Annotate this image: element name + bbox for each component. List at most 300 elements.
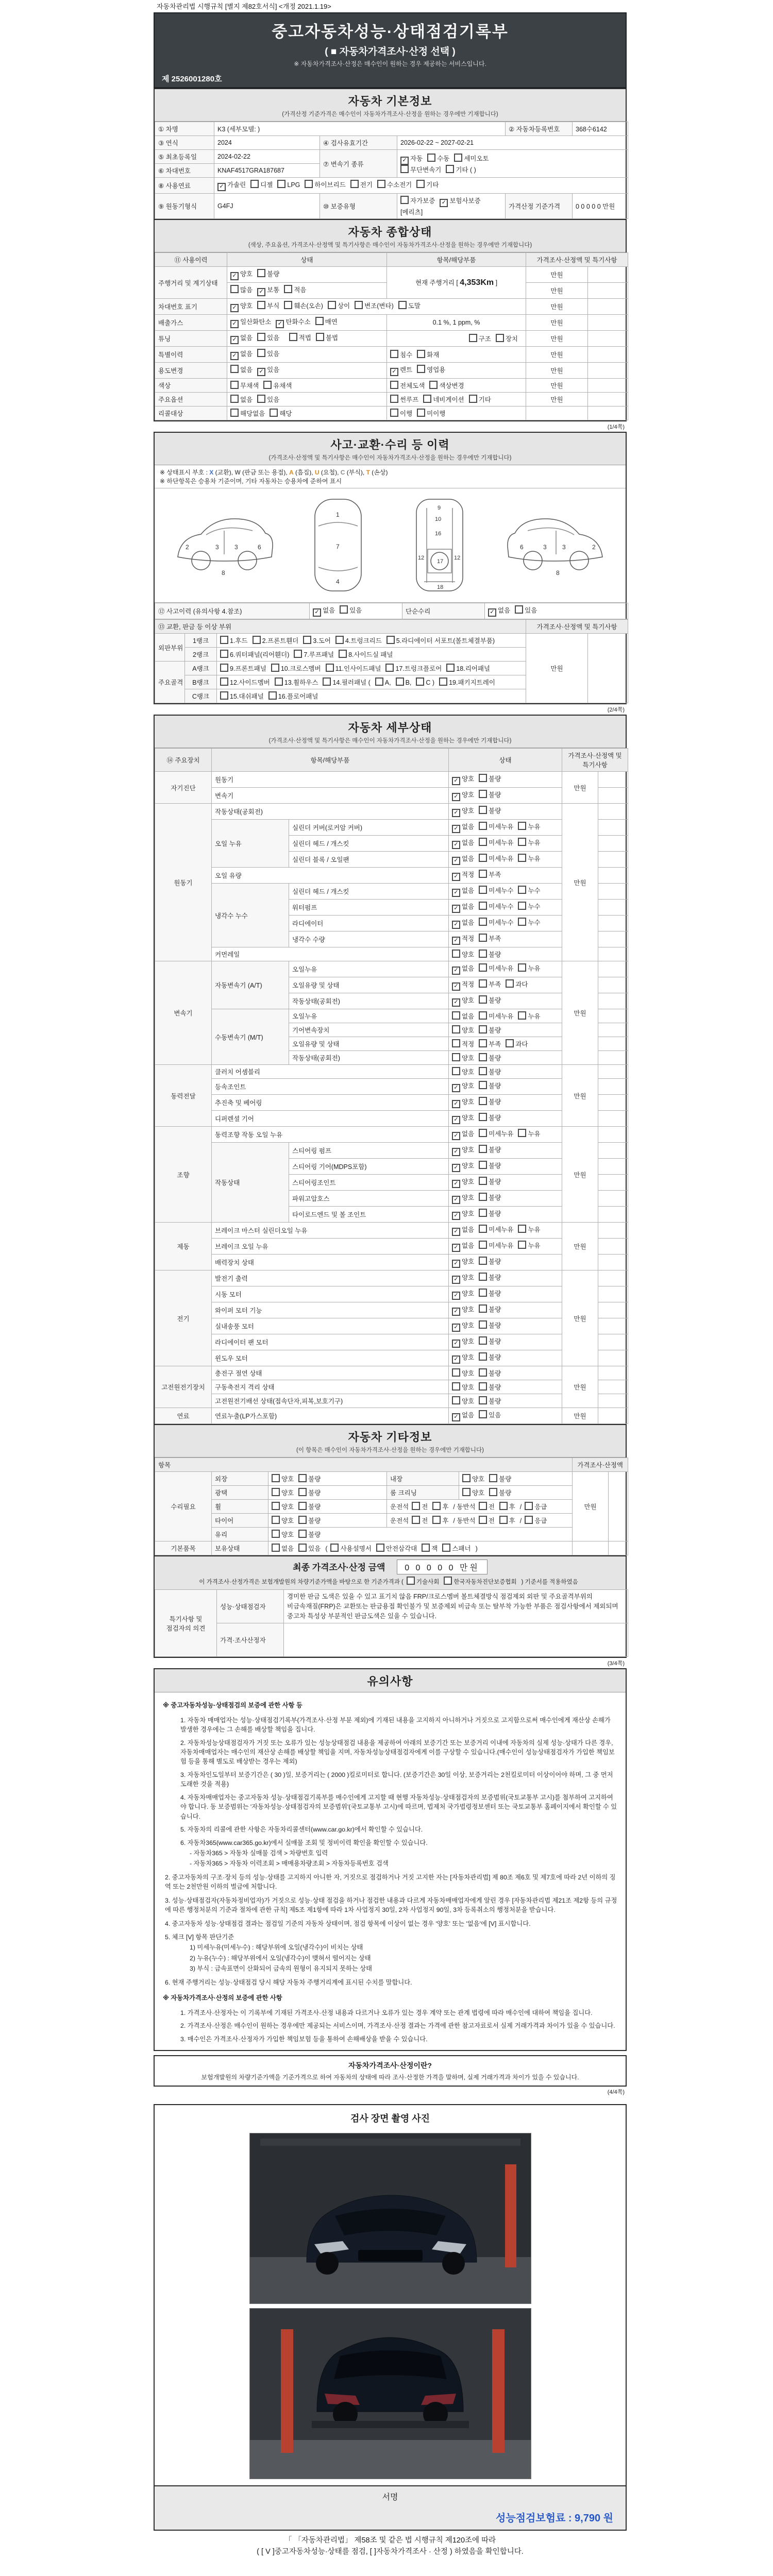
option-label: 응급 [534,1517,547,1524]
option-label: 미세누유 [489,1130,514,1138]
remark-cell [588,379,628,393]
row-label-color: 색상 [155,379,227,393]
field-label-car-name: ① 차명 [155,122,214,136]
recall-options [227,406,387,420]
device-item-label: 스티어링 펌프 [289,1143,449,1159]
checkbox-option [518,1129,540,1138]
transmission-options-line2 [400,165,625,174]
option-label: 없음 [462,965,475,972]
option-label: 불량 [489,1274,501,1281]
detail-row [155,1009,628,1023]
option-label: 양호 [240,270,253,278]
checkbox-checked-icon: ✓ [452,1084,460,1092]
device-remark-cell [598,836,628,852]
checkbox-unchecked-icon [257,395,265,403]
device-state-options [449,804,562,820]
checkbox-unchecked-icon [525,1516,533,1524]
device-item-label: 오일 유량 [212,868,449,884]
notice-item: 6. 자동차365(www.car365.go.kr)에서 실매물 조회 및 정비이력 확인을 확인할 수 있습니다. [180,1839,428,1846]
option-label: 화재 [427,351,440,359]
checkbox-option [452,918,474,929]
option-label: 없음 [462,1242,475,1249]
device-item-label: 연료누출(LP가스포함) [212,1408,449,1424]
checkbox-option [452,806,474,817]
field-value-model-year: 2024 [214,136,320,150]
checkbox-option [272,1544,294,1553]
checkbox-option [452,1241,474,1252]
checkbox-unchecked-icon [230,365,239,373]
state-code-letter: X [209,469,214,476]
row-label-emission: 배출가스 [155,315,227,331]
checkbox-option [275,677,318,687]
option-label: 누수 [528,919,541,926]
checkbox-unchecked-icon [479,1502,487,1510]
checkbox-unchecked-icon [390,350,398,358]
checkbox-option [377,180,412,189]
overall-condition-section [154,220,627,421]
exterior-options [268,1472,387,1486]
device-price-cell: 만원 [562,1127,598,1223]
device-price-cell: 만원 [562,1065,598,1127]
field-label-transmission: ⑦ 변속기 종류 [320,150,397,178]
device-item-label: 실내송풍 모터 [212,1318,449,1334]
etc-info-table [155,1458,628,1555]
device-state-options [449,1350,562,1366]
state-code-line [160,468,620,477]
device-item-label: 윈도우 모터 [212,1350,449,1366]
option-label: 미세누수 [489,903,514,910]
remark-cell [588,283,628,299]
remark-cell [588,347,628,363]
option-label: 해당 [279,410,292,417]
checkbox-unchecked-icon [479,774,487,782]
checkbox-option [432,1516,448,1525]
vin-marking-options [227,299,526,315]
main-options-items [387,393,526,406]
option-label: 수동 [437,155,450,162]
checkbox-option [390,350,412,359]
checkbox-unchecked-icon [518,1011,526,1020]
checkbox-checked-icon: ✓ [440,199,448,207]
device-remark-cell [598,1350,628,1366]
document-title: 중고자동차성능·상태점검기록부 [272,23,509,41]
checkbox-option [272,1502,294,1511]
device-group-label: 전기 [155,1270,212,1366]
option-label: 탄화수소 [285,318,311,326]
checkbox-option [230,365,253,374]
checkbox-unchecked-icon [272,1544,280,1552]
option-label: 잭 [431,1545,438,1552]
checkbox-unchecked-icon [489,1488,497,1496]
checkbox-option [289,333,311,342]
price-cell: 만원 [526,283,588,299]
option-label: 양호 [462,1258,475,1265]
option-label: 양호 [462,791,475,799]
option-label: 과다 [515,981,528,988]
device-state-options [449,1037,562,1051]
option-label: 양호 [462,1178,475,1185]
checkbox-unchecked-icon [452,1039,460,1047]
checkbox-checked-icon: ✓ [230,336,239,344]
price-cell: 만원 [526,267,588,283]
car-underbody-diagram [401,495,478,596]
checkbox-option [390,409,412,418]
wheel-label: 휠 [212,1500,268,1514]
checkbox-option [452,1177,474,1188]
option-text: ) 기준서를 적용하였음 [521,1579,578,1585]
checkbox-checked-icon: ✓ [452,777,460,785]
svg-text:16: 16 [434,531,441,537]
option-label: 적정 [462,1041,475,1048]
notice-subitem: 1) 미세누유(미세누수) : 해당부위에 오일(냉각수)이 비치는 상태 [190,1944,363,1952]
option-label: 3.도어 [313,637,331,645]
option-label: 불량 [489,1146,501,1154]
checkbox-option [416,677,434,686]
checkbox-unchecked-icon [518,1241,526,1249]
device-remark-cell [598,1302,628,1318]
device-state-options [449,977,562,993]
mileage-suffix: ] [494,279,498,286]
option-label: 양호 [462,1055,475,1062]
option-label: 상이 [337,302,350,310]
device-state-options [449,1207,562,1223]
detail-condition-title: 자동차 세부상태 [348,721,432,734]
svg-text:6: 6 [257,544,261,551]
device-state-options [449,1286,562,1302]
option-label: B, [405,679,412,686]
option-label: 양호 [462,775,475,783]
checkbox-unchecked-icon [277,180,285,188]
checkbox-option [479,1193,501,1202]
device-state-options [449,1079,562,1095]
checkbox-unchecked-icon [417,365,425,373]
checkbox-unchecked-icon [452,1368,460,1377]
checkbox-checked-icon: ✓ [452,1355,460,1364]
option-label: 안전삼각대 [385,1545,417,1552]
checkbox-unchecked-icon [479,950,487,958]
svg-text:8: 8 [221,569,225,577]
option-label: 양호 [281,1517,294,1524]
price-appraisal-info-text: 보험개발원의 차량기준가액을 기준가격으로 하여 자동차의 상태에 따라 조사·산정한 가격을 말하며, 실제 거래가격과 차이가 있을 수 있습니다. [201,2073,579,2081]
option-label: 전 [488,1517,495,1524]
checkbox-unchecked-icon [298,1544,307,1552]
emission-values: 0.1 %, 1 ppm, % [387,315,526,331]
detail-row [155,1302,628,1318]
checkbox-option [489,1474,511,1483]
accident-history-header [155,433,626,465]
device-remark-cell [598,820,628,836]
option-label: 양호 [462,1290,475,1297]
checkbox-option [452,950,474,959]
device-state-options [449,1394,562,1408]
option-label: 17.트렁크플로어 [395,665,442,672]
checkbox-unchecked-icon [489,1474,497,1482]
checkbox-option [479,934,501,943]
checkbox-option [479,1177,501,1186]
device-remark-cell [598,1051,628,1065]
option-label: 불량 [489,1098,501,1106]
checkbox-unchecked-icon [272,1516,280,1524]
checkbox-option [439,677,495,687]
checkbox-checked-icon: ✓ [452,921,460,929]
checkbox-option [230,395,253,404]
checkbox-option [506,1039,528,1048]
checkbox-option [479,1067,501,1076]
checkbox-option [479,1129,513,1138]
device-state-options [449,868,562,884]
checkbox-unchecked-icon [412,1502,420,1510]
notice-subitem: 2) 누유(누수) : 해당부위에서 오일(냉각수)이 맺혀서 떨어지는 상태 [190,1954,371,1962]
accident-history-subtitle: (가격조사·산정액 및 특기사항은 매수인이 자동차가격조사·산정을 원하는 경우에만 기재합니다) [268,455,512,461]
checkbox-unchecked-icon [479,1113,487,1121]
row-label-main-options: 주요옵션 [155,393,227,406]
checkbox-option [518,886,540,895]
device-item-label: 디퍼렌셜 기어 [212,1111,449,1127]
checkbox-option [479,854,513,863]
option-label: 양호 [462,1354,475,1361]
checkbox-checked-icon: ✓ [452,905,460,913]
col-header-state: 상태 [449,749,562,772]
option-label: 전 [488,1503,495,1511]
device-item-label: 파워고압호스 [289,1191,449,1207]
option-label: 없음 [462,823,475,831]
checkbox-option [518,1011,540,1021]
option-text: 운전석 [390,1517,409,1524]
checkbox-checked-icon: ✓ [257,288,265,296]
page-marker-2: (2/4쪽) [607,707,625,713]
checkbox-option [518,902,540,911]
checkbox-option [462,1474,484,1483]
checkbox-unchecked-icon [454,154,462,162]
option-label: 불량 [489,1114,501,1122]
device-state-options [449,1065,562,1079]
option-label: 양호 [462,1162,475,1170]
tire-options [268,1514,387,1528]
checkbox-option [328,301,350,310]
option-label: 없음 [240,334,253,342]
checkbox-unchecked-icon [479,1193,487,1201]
checkbox-option [452,1273,474,1284]
remark-cell [588,363,628,379]
checkbox-option [506,979,528,989]
option-label: 전기 [360,181,373,189]
option-label: 한국자동차진단보증협회 [453,1579,517,1585]
option-label: 후 [442,1517,449,1524]
checkbox-option [452,934,474,945]
checkbox-unchecked-icon [462,1474,470,1482]
option-label: 불량 [489,951,501,958]
option-label: 미이행 [427,410,446,417]
checkbox-unchecked-icon [518,822,526,830]
option-label: 양호 [462,1322,475,1329]
checkbox-unchecked-icon [398,301,407,309]
accident-history-title: 사고·교환·수리 등 이력 [330,438,450,451]
field-value-warranty-type [397,194,506,219]
checkbox-unchecked-icon [253,636,261,644]
device-item-label: 브레이크 마스터 실린더오일 누유 [212,1223,449,1239]
device-item-label: 작동상태(공회전) [289,993,449,1009]
repair-price-cell: 만원 [573,1472,609,1541]
checkbox-option [452,774,474,785]
checkbox-unchecked-icon [479,979,487,988]
checkbox-option [452,1368,474,1378]
option-label: 양호 [462,807,475,815]
option-text: 이 가격조사·산정가격은 보험개발원의 차량기준가액을 바탕으로 한 기준가격과 ( [199,1579,404,1585]
special-history-item-options [387,347,526,363]
option-label: 없음 [462,855,475,862]
checkbox-unchecked-icon [518,1225,526,1233]
checkbox-option [518,822,540,831]
option-label: 5.라디에이터 서포트(볼트체결부품) [396,637,495,645]
field-label-engine-type: ⑨ 원동기형식 [155,194,214,219]
final-price-label: 최종 가격조사·산정 금액 [293,1563,385,1572]
checkbox-unchecked-icon [298,1474,307,1482]
checkbox-option [355,301,394,310]
checkbox-option [230,269,253,280]
row-label-recall: 리콜대상 [155,406,227,420]
basic-info-title: 자동차 기본정보 [348,95,432,108]
device-remark-cell [598,1334,628,1350]
option-label: 양호 [462,1274,475,1281]
checkbox-unchecked-icon [479,1382,487,1391]
option-label: 없음 [281,1545,294,1552]
option-label: 영업용 [427,366,446,374]
option-label: A, [384,679,391,686]
device-remark-cell [598,993,628,1009]
checkbox-unchecked-icon [479,854,487,862]
svg-text:12: 12 [453,555,460,561]
price-cell: 만원 [526,363,588,379]
checkbox-unchecked-icon [518,902,526,910]
checkbox-unchecked-icon [416,180,425,188]
detail-row [155,1334,628,1350]
confirmation-line-2: ( [ V ]중고자동차성능·상태를 점검, [ ]자동차가격조사 · 산정 ) 하였음을 확인합니다. [257,2548,524,2556]
option-label: 불량 [489,1398,501,1405]
checkbox-option [298,1502,321,1511]
checkbox-unchecked-icon [479,1368,487,1377]
checkbox-option [479,806,501,815]
checkbox-checked-icon: ✓ [452,1132,460,1140]
checkbox-option [462,1488,484,1497]
checkbox-unchecked-icon [289,333,297,341]
field-value-inspection-period: 2026-02-22 ~ 2027-02-21 [397,136,628,150]
rank1-label: 1랭크 [185,634,217,648]
overall-condition-subtitle: (색상, 주요옵션, 가격조사·산정액 및 특기사항은 매수인이 자동차가격조사·산정을 원하는 경우에만 기재합니다) [248,242,532,248]
remarks-label: 특기사항 및 점검자의 의견 [155,1590,217,1657]
device-group-label: 자기진단 [155,772,212,804]
checkbox-option [423,395,464,404]
checkbox-checked-icon: ✓ [452,982,460,991]
checkbox-unchecked-icon [444,1577,452,1585]
checkbox-checked-icon: ✓ [452,1164,460,1172]
checkbox-option [257,285,279,296]
checkbox-unchecked-icon [479,1352,487,1361]
device-state-options [449,993,562,1009]
option-label: 불량 [489,1384,501,1391]
checkbox-unchecked-icon [339,650,347,658]
checkbox-checked-icon: ✓ [452,998,460,1007]
device-sub-label: 오일 누유 [212,820,289,868]
checkbox-option [479,902,513,911]
option-label: 불량 [489,1027,501,1034]
detail-row [155,1394,628,1408]
option-label: 양호 [472,1476,485,1483]
checkbox-option [499,1502,515,1511]
checkbox-unchecked-icon [446,165,454,173]
device-item-label: 오일유량 및 상태 [289,1037,449,1051]
device-remark-cell [598,1366,628,1380]
svg-text:2: 2 [592,544,596,551]
checkbox-option [220,677,270,687]
svg-text:9: 9 [437,505,441,511]
option-label: 불량 [267,270,280,278]
checkbox-unchecked-icon [284,301,292,309]
final-price-note [160,1577,620,1586]
device-item-label: 라디에이터 팬 모터 [212,1334,449,1350]
checkbox-option [452,963,474,975]
notice-item: 2. 가격조사·산정은 매수인이 원하는 경우에만 제공되는 서비스이며, 가격조사·산정 결과는 가격에 관한 참고자료로서 실제 거래가격과 차이가 있을 수 있습니다. [180,2022,615,2030]
option-label: 불량 [489,997,501,1004]
checkbox-option [479,979,501,989]
rank1-parts [217,634,526,648]
checkbox-option [268,691,318,701]
option-label: 무단변속기 [410,166,442,174]
checkbox-option [305,180,345,189]
current-mileage-cell [387,267,526,299]
option-text: / [519,1503,522,1511]
checkbox-unchecked-icon [479,1516,487,1524]
option-label: 없음 [323,607,335,614]
checkbox-option [432,1502,448,1511]
svg-text:6: 6 [520,544,524,551]
state-code-prefix: ※ 상태표시 부호 : [160,469,210,476]
detail-row [155,1111,628,1127]
option-label: 양호 [462,1069,475,1076]
option-label: 양호 [462,997,475,1004]
checkbox-option [271,664,321,673]
option-label: 디젤 [260,181,273,189]
checkbox-unchecked-icon [479,1177,487,1185]
option-label: 12.사이드멤버 [230,679,270,686]
checkbox-checked-icon: ✓ [217,183,226,191]
checkbox-unchecked-icon [479,1225,487,1233]
checkbox-option [452,1396,474,1405]
simple-repair-label: 단순수리 [402,603,485,619]
device-remark-cell [598,1009,628,1023]
checkbox-unchecked-icon [377,180,385,188]
device-remark-cell [598,1286,628,1302]
checkbox-unchecked-icon [257,349,265,357]
checkbox-option [479,1396,501,1405]
checkbox-unchecked-icon [452,1025,460,1033]
checkbox-option [452,1289,474,1300]
checkbox-unchecked-icon [375,677,383,686]
notice-subitem: 3) 부식 : 금속표면이 산화되어 금속의 원형이 유지되지 못하는 상태 [190,1965,372,1973]
checkbox-unchecked-icon [479,902,487,910]
checkbox-unchecked-icon [263,381,272,389]
checkbox-option [230,349,253,360]
checkbox-unchecked-icon [518,838,526,846]
inspector-remark-text: 경미한 판금 도색은 있을 수 있고 표기치 않음 FRP/크로스멤버 볼트체결방식 점검제외 외판 및 주요골격부위의 비금속재질(FRP)은 교환또는 판금용접 확인불가 및 보증제외 비금속 또는 탈부착 가능한 부품은 점검사항에서 제외되며 중고차 특성상 부분적인 판금도색은 있을 수 있습니다. [284,1590,628,1623]
option-label: 양호 [462,1098,475,1106]
checkbox-unchecked-icon [330,1544,339,1552]
checkbox-option [350,180,373,189]
option-label: 유채색 [273,382,292,389]
col-header-price-remark: 가격조사·산정액 및 특기사항 [526,253,628,267]
device-remark-cell [598,977,628,993]
device-item-label: 스티어링 기어(MDPS포함) [289,1159,449,1175]
checkbox-unchecked-icon [452,1011,460,1020]
